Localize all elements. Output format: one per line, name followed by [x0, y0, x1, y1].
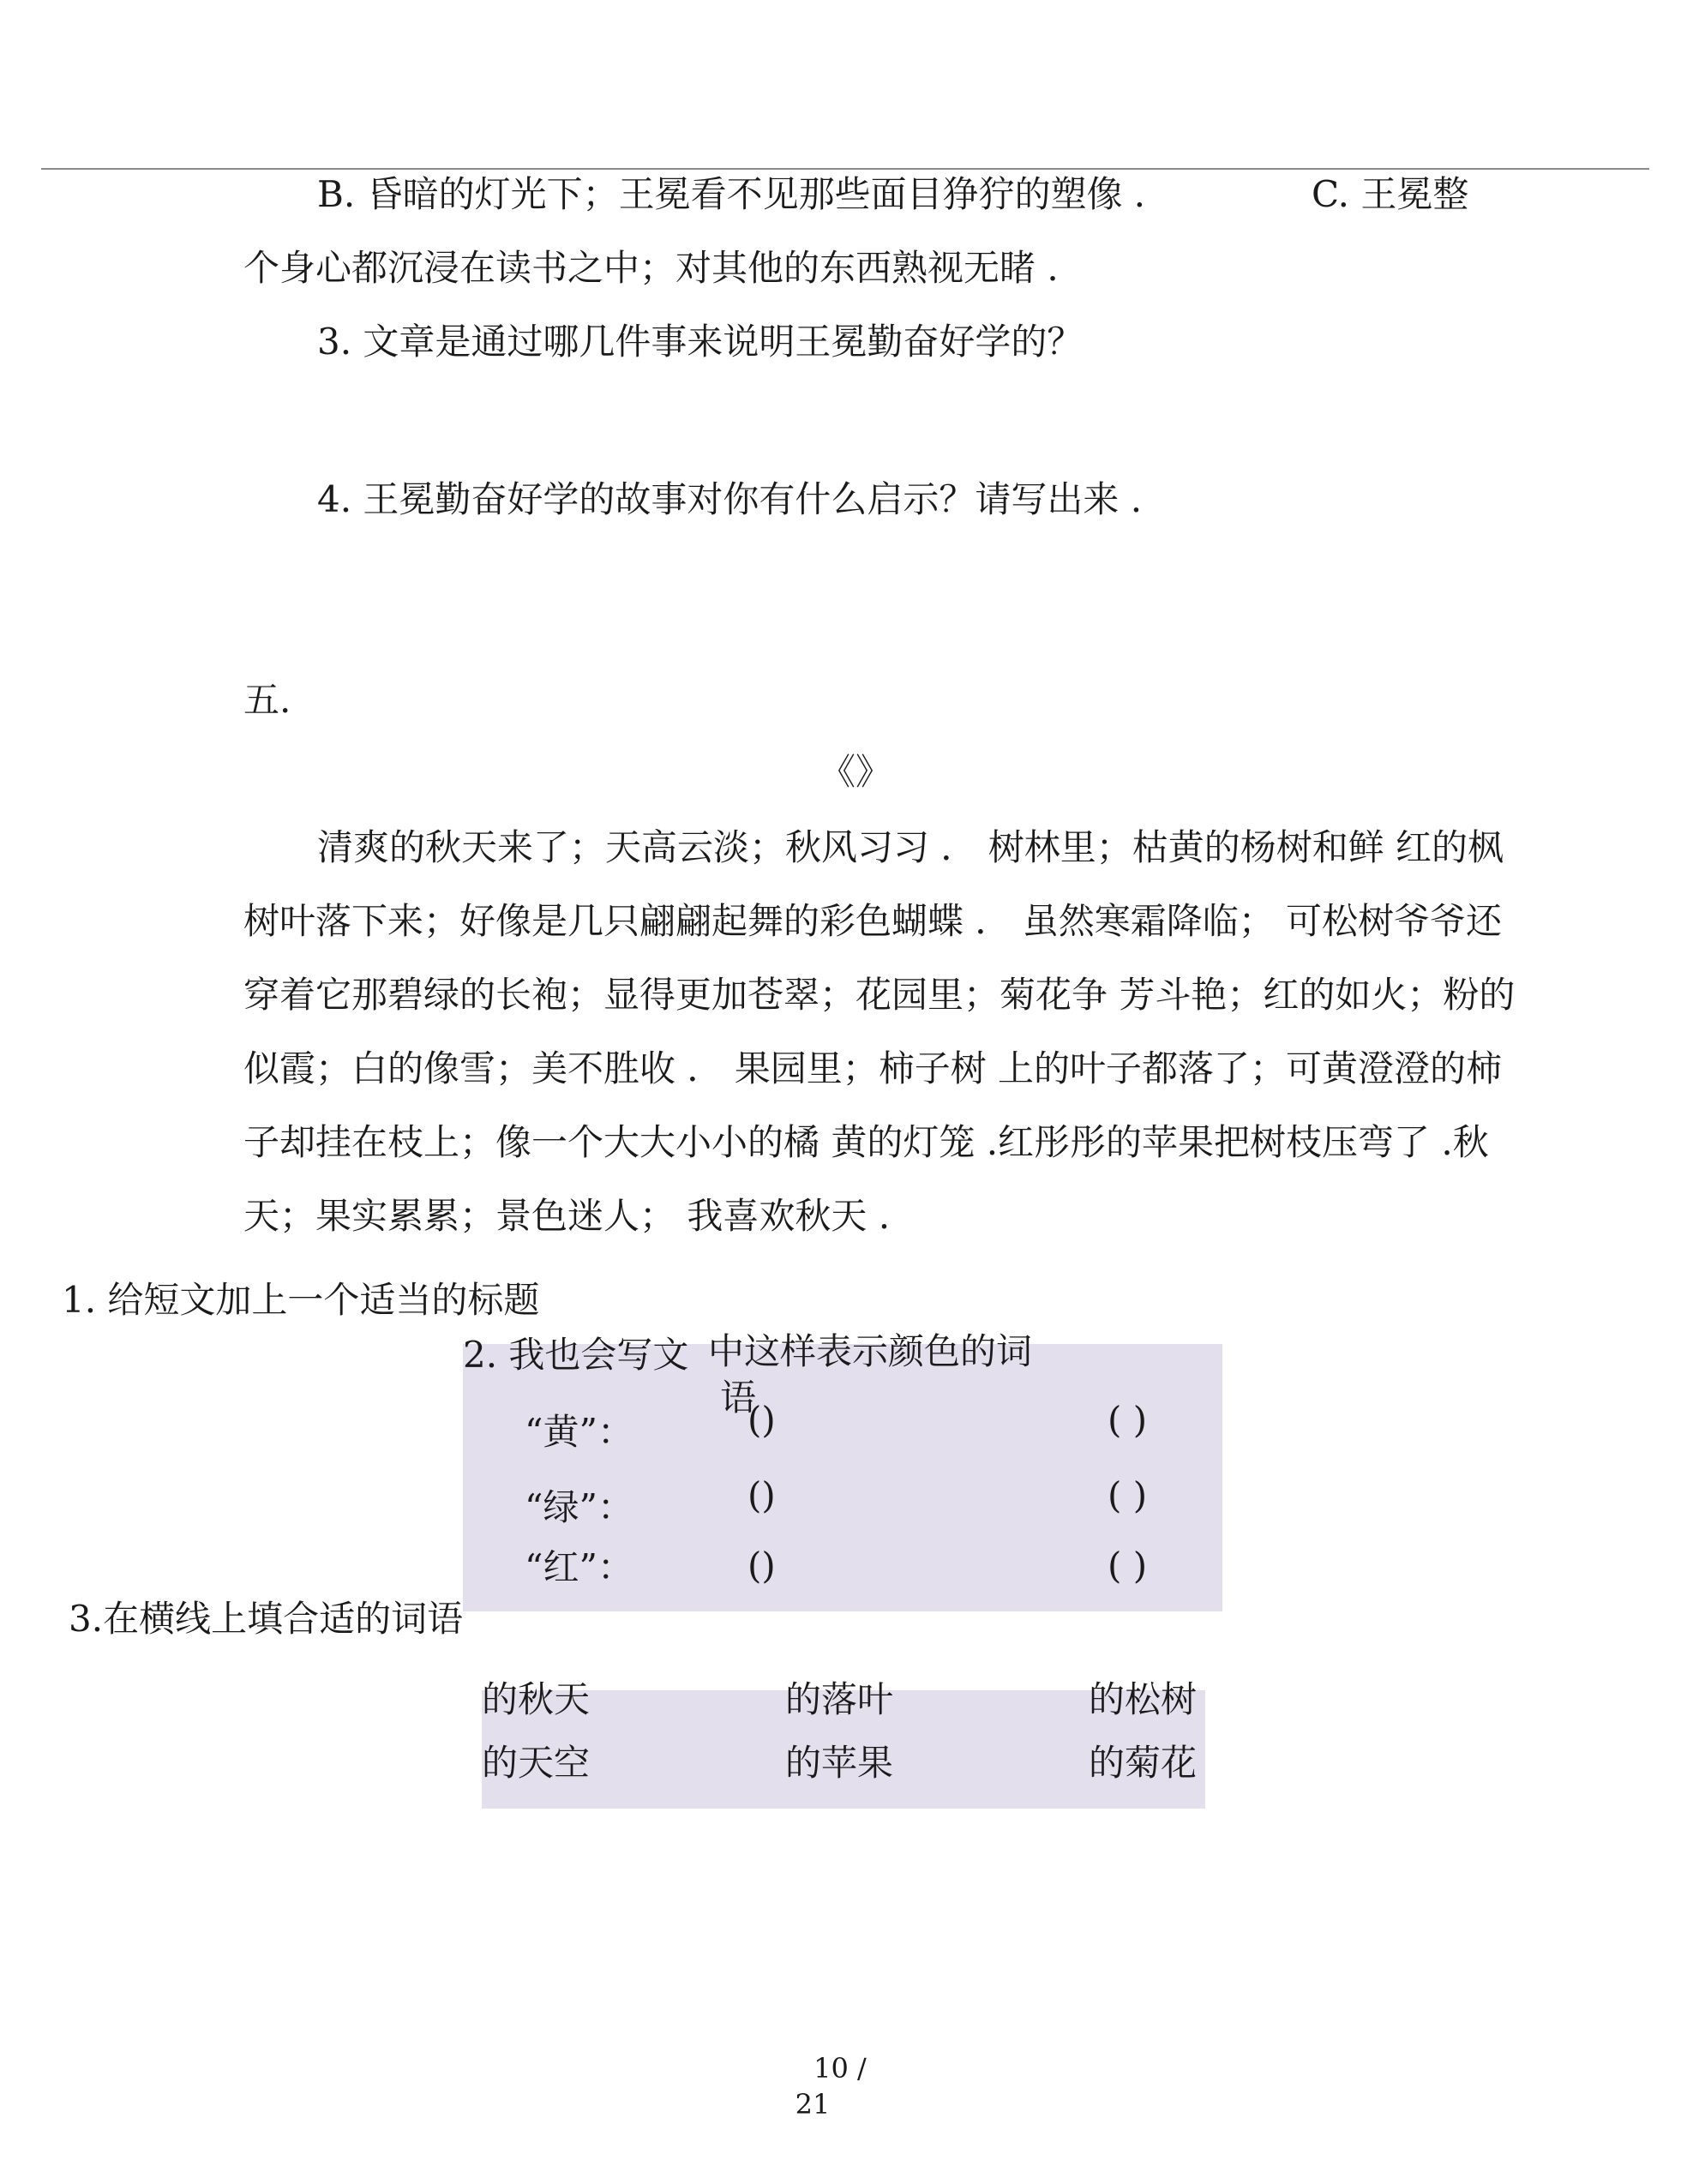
blank[interactable]: ( ): [1108, 1545, 1148, 1587]
page-total: 21: [795, 2088, 831, 2121]
fill-item[interactable]: 的松树: [1089, 1678, 1198, 1720]
question-4: 4. 王冕勤奋好学的故事对你有什么启示？请写出来 .: [317, 478, 1143, 520]
blank[interactable]: ( ): [1108, 1474, 1148, 1516]
fill-item[interactable]: 的落叶: [785, 1678, 894, 1720]
passage-line: 穿着它那碧绿的长袍；显得更加苍翠；花园里；菊花争 芳斗艳；红的如火；粉的: [243, 974, 1516, 1016]
header-rule: [41, 168, 1649, 170]
fill-item[interactable]: 的菊花: [1089, 1742, 1198, 1784]
page-number: 10 /: [813, 2052, 867, 2085]
passage-line: 树叶落下来；好像是几只翩翩起舞的彩色蝴蝶 ． 虽然寒霜降临； 可松树爷爷还: [243, 900, 1503, 942]
passage-line: 子却挂在枝上；像一个大大小小的橘 黄的灯笼 .红彤彤的苹果把树枝压弯了 .秋: [243, 1121, 1489, 1163]
task-2-label-end: 语: [720, 1377, 757, 1419]
fill-item[interactable]: 的秋天: [482, 1678, 591, 1720]
fill-item[interactable]: 的苹果: [785, 1742, 894, 1784]
question-3: 3. 文章是通过哪几件事来说明王冕勤奋好学的？: [317, 321, 1084, 363]
passage-line: 清爽的秋天来了；天高云淡；秋风习习 ． 树林里；枯黄的杨树和鲜 红的枫: [317, 826, 1504, 868]
task-2-label: 2. 我也会写文: [463, 1334, 689, 1376]
passage-title: 《》: [819, 751, 892, 793]
option-c-end: 个身心都沉浸在读书之中；对其他的东西熟视无睹 .: [243, 247, 1059, 289]
passage-line: 似霞；白的像雪；美不胜收 ． 果园里；柿子树 上的叶子都落了；可黄澄澄的柿: [243, 1047, 1503, 1089]
task-2-label-cont: 中这样表示颜色的词: [708, 1330, 1033, 1372]
blank[interactable]: ( ): [1108, 1399, 1148, 1441]
passage-line: 天；果实累累；景色迷人； 我喜欢秋天 .: [243, 1195, 891, 1237]
blank[interactable]: (): [747, 1474, 776, 1516]
blank[interactable]: (): [747, 1399, 776, 1441]
color-green: “绿”：: [525, 1486, 633, 1528]
section-five-heading: 五.: [243, 679, 291, 721]
task-1: 1. 给短文加上一个适当的标题: [62, 1279, 540, 1321]
fill-item[interactable]: 的天空: [482, 1742, 591, 1784]
option-b: B. 昏暗的灯光下；王冕看不见那些面目狰狞的塑像 ．: [317, 173, 1170, 215]
blank[interactable]: (): [747, 1545, 776, 1587]
color-yellow: “黄”：: [525, 1411, 633, 1453]
option-c-start: C. 王冕整: [1312, 173, 1469, 215]
task-3: 3.在横线上填合适的词语: [69, 1598, 464, 1640]
color-red: “红”：: [525, 1546, 633, 1588]
